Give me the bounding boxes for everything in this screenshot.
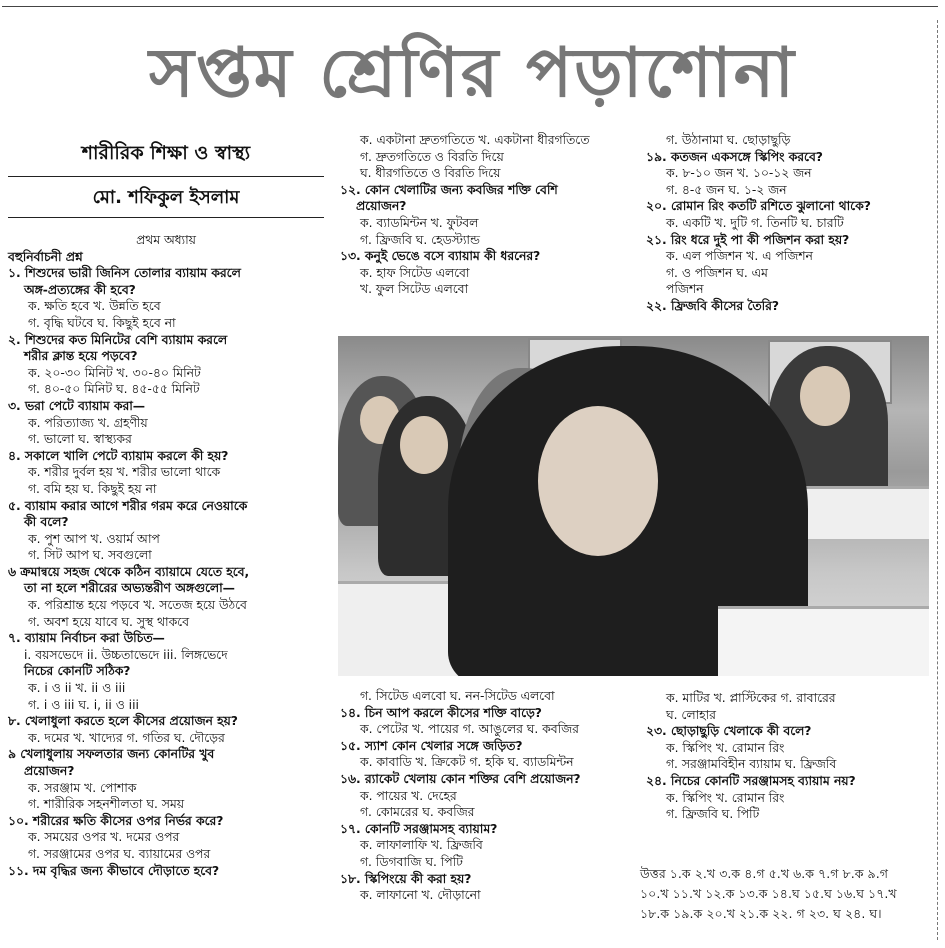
question: ১৪. চিন আপ করলে কীসের শক্তি বাড়ে? — [340, 705, 542, 720]
options: ক. ক্ষতি হবে খ. উন্নতি হবে — [28, 299, 161, 314]
options: ক. লাফানো খ. দৌড়ানো — [360, 888, 481, 903]
options: গ. সিট আপ ঘ. সবগুলো — [28, 548, 152, 563]
question: ১৬. র‍্যাকেট খেলায় কোন শক্তির বেশি প্রয়োজন? — [340, 771, 581, 786]
question: ৯ খেলাধুলায় সফলতার জন্য কোনটির খুব — [8, 747, 215, 762]
question: ২. শিশুদের কত মিনিটের বেশি ব্যায়াম করলে — [8, 332, 228, 347]
options: ক. স্কিপিং খ. রোমান রিং — [666, 740, 785, 755]
options: খ. ফুল সিটেড এলবো — [360, 282, 469, 297]
column-1 — [8, 134, 324, 879]
question: ২০. রোমান রিং কতটি রশিতে ঝুলানো থাকে? — [646, 199, 871, 214]
question: ৪. সকালে খালি পেটে ব্যায়াম করলে কী হয়? — [8, 448, 229, 463]
options: ক. ব্যাডমিন্টন খ. ফুটবল — [360, 215, 479, 230]
subject-title: শারীরিক শিক্ষা ও স্বাস্থ্য — [81, 142, 251, 164]
options: ক. একটি খ. দুটি গ. তিনটি ঘ. চারটি — [666, 215, 844, 230]
options: ঘ. ধীরগতিতে ও বিরতি দিয়ে — [360, 166, 501, 181]
options: গ. সরঞ্জামবিহীন ব্যায়াম ঘ. ফ্রিজবি — [666, 757, 837, 772]
options: গ. দ্রুতগতিতে ও বিরতি দিয়ে — [360, 149, 504, 164]
question: ৫. ব্যায়াম করার আগে শরীর গরম করে নেওয়াকে — [8, 498, 248, 513]
options: গ. বমি হয় ঘ. কিছুই হয় না — [28, 481, 157, 496]
options: ক. কাবাডি খ. ক্রিকেট গ. হকি ঘ. ব্যাডমিন্টন — [360, 755, 574, 770]
options: ক. একটানা দ্রুতগতিতে খ. একটানা ধীরগতিতে — [360, 133, 590, 147]
question: ১. শিশুদের ভারী জিনিস তোলার ব্যায়াম করলে — [8, 266, 241, 281]
question-cont: শরীর ক্লান্ত হয়ে পড়বে? — [24, 349, 138, 364]
options: ক. পায়ের খ. দেহের — [360, 788, 457, 803]
options: ক. মাটির খ. প্লাস্টিকের গ. রাবারের — [666, 691, 836, 705]
options: গ. i ও iii ঘ. i, ii ও iii — [28, 697, 139, 712]
question: ২৩. ছোড়াছুড়ি খেলাকে কী বলে? — [646, 724, 812, 739]
options: ক. পরিত্যাজ্য খ. গ্রহণীয় — [28, 415, 148, 430]
options: ক. পুশ আপ খ. ওয়ার্ম আপ — [28, 531, 160, 546]
question-cont: প্রয়োজন? — [356, 199, 407, 214]
column-3-bottom — [646, 690, 930, 823]
exam-hall-photo — [338, 336, 929, 676]
answer-key — [640, 864, 940, 924]
options: গ. ভালো ঘ. স্বাস্থ্যকর — [28, 432, 132, 447]
question: ৭. ব্যায়াম নির্বাচন করা উচিত— — [8, 631, 165, 646]
options: গ. ৪-৫ জন ঘ. ১-২ জন — [666, 182, 787, 197]
statements: i. বয়সভেদে ii. উচ্চতাভেদে iii. লিঙ্গভেদে — [24, 647, 228, 662]
question-cont: তা না হলে শরীরের অভ্যন্তরীণ অঙ্গগুলো— — [24, 581, 235, 596]
question: ১১. দম বৃদ্ধির জন্য কীভাবে দৌড়াতে হবে? — [8, 863, 220, 878]
question: ১৯. কতজন একসঙ্গে স্কিপিং করবে? — [646, 149, 823, 164]
options: গ. অবশ হয়ে যাবে ঘ. সুস্থ থাকবে — [28, 614, 189, 629]
question: ১২. কোন খেলাটির জন্য কবজির শক্তি বেশি — [340, 182, 558, 197]
side-rule — [937, 20, 938, 940]
options: গ. সিটেড এলবো ঘ. নন-সিটেড এলবো — [360, 689, 555, 703]
question-cont: অঙ্গ-প্রত্যঙ্গের কী হবে? — [24, 282, 136, 297]
options: গ. ফ্রিজবি ঘ. হেডস্ট্যান্ড — [360, 232, 480, 247]
author-name: মো. শফিকুল ইসলাম — [92, 187, 240, 208]
question-cont: কী বলে? — [24, 515, 69, 530]
options: গ. বৃদ্ধি ঘটবে ঘ. কিছুই হবে না — [28, 315, 176, 330]
question-cont: নিচের কোনটি সঠিক? — [24, 664, 131, 679]
question-cont: প্রয়োজন? — [24, 764, 75, 778]
masthead-title: সপ্তম শ্রেণির পড়াশোনা — [149, 33, 796, 113]
divider — [8, 217, 324, 218]
options: ক. দমের খ. খাদ্যের গ. গতির ঘ. দৌড়ের — [28, 730, 225, 745]
question: ৬ ক্রমান্বয়ে সহজ থেকে কঠিন ব্যায়ামে যেতে হবে, — [8, 564, 250, 579]
options: ক. স্কিপিং খ. রোমান রিং — [666, 790, 785, 805]
options: ক. লাফালাফি খ. ফ্রিজবি — [360, 838, 483, 853]
question: ৩. ভরা পেটে ব্যায়াম করা— — [8, 398, 146, 413]
question: ২৪. নিচের কোনটি সরঞ্জামসহ ব্যায়াম নয়? — [646, 773, 856, 788]
column-2-top — [340, 132, 640, 298]
divider — [8, 176, 324, 177]
options: গ. সরঞ্জামের ওপর ঘ. ব্যায়ামের ওপর — [28, 846, 211, 861]
answer-line: ১০.খ ১১.খ ১২.ক ১৩.ক ১৪.ঘ ১৫.ঘ ১৬.ঘ ১৭.খ — [640, 886, 897, 901]
options: ঘ. লোহার — [666, 707, 716, 722]
desk — [718, 606, 929, 676]
options: গ. কোমরের ঘ. কবজির — [360, 805, 475, 820]
answer-line: উত্তর ১.ক ২.খ ৩.ক ৪.গ ৫.খ ৬.ক ৭.গ ৮.ক ৯.গ — [640, 866, 888, 881]
student-face-foreground — [538, 406, 658, 556]
options: ক. পেটের খ. পায়ের গ. আঙুলের ঘ. কবজির — [360, 722, 579, 737]
options: ক. সময়ের ওপর খ. দমের ওপর — [28, 830, 180, 845]
options: গ. ও পজিশন ঘ. এম — [666, 265, 768, 280]
options: ক. এল পজিশন খ. এ পজিশন — [666, 249, 813, 264]
options: গ. উঠানামা ঘ. ছোড়াছুড়ি — [666, 133, 791, 147]
options: ক. ২০-৩০ মিনিট খ. ৩০-৪০ মিনিট — [28, 365, 201, 380]
options: ক. ৮-১০ জন খ. ১০-১২ জন — [666, 166, 812, 181]
options: গ. শারীরিক সহনশীলতা ঘ. সময় — [28, 797, 184, 812]
question: ১৩. কনুই ভেঙে বসে ব্যায়াম কী ধরনের? — [340, 249, 541, 264]
question: ২২. ফ্রিজবি কীসের তৈরি? — [646, 298, 780, 313]
section-heading: বহুনির্বাচনী প্রশ্ন — [8, 249, 83, 264]
options: ক. হাফ সিটেড এলবো — [360, 265, 470, 280]
answer-line: ১৮.ক ১৯.ক ২০.খ ২১.ক ২২. গ ২৩. ঘ ২৪. ঘ। — [640, 906, 882, 921]
options: ক. সরঞ্জাম খ. পোশাক — [28, 780, 137, 795]
chapter-heading: প্রথম অধ্যায় — [136, 233, 196, 247]
question: ২১. রিং ধরে দুই পা কী পজিশন করা হয়? — [646, 232, 850, 247]
options: গ. ডিগবাজি ঘ. পিটি — [360, 854, 463, 869]
options: ক. পরিশ্রান্ত হয়ে পড়বে খ. সতেজ হয়ে উঠবে — [28, 598, 247, 613]
student-face — [400, 416, 448, 474]
column-3-top — [646, 132, 930, 315]
options: ক. শরীর দুর্বল হয় খ. শরীর ভালো থাকে — [28, 465, 221, 480]
question: ১৭. কোনটি সরঞ্জামসহ ব্যায়াম? — [340, 821, 498, 836]
options: গ. ৪০-৫০ মিনিট ঘ. ৪৫-৫৫ মিনিট — [28, 382, 200, 397]
question: ৮. খেলাধুলা করতে হলে কীসের প্রয়োজন হয়? — [8, 714, 238, 729]
column-2-bottom — [340, 688, 640, 904]
question: ১০. শরীরের ক্ষতি কীসের ওপর নির্ভর করে? — [8, 813, 224, 828]
question: ১৫. স্যাশ কোন খেলার সঙ্গে জড়িত? — [340, 738, 523, 753]
question: ১৮. স্কিপিংয়ে কী করা হয়? — [340, 871, 472, 886]
student-face — [800, 366, 850, 426]
options: ক. i ও ii খ. ii ও iii — [28, 681, 126, 696]
options: পজিশন — [666, 282, 704, 297]
options: গ. ফ্রিজবি ঘ. পিটি — [666, 807, 760, 822]
